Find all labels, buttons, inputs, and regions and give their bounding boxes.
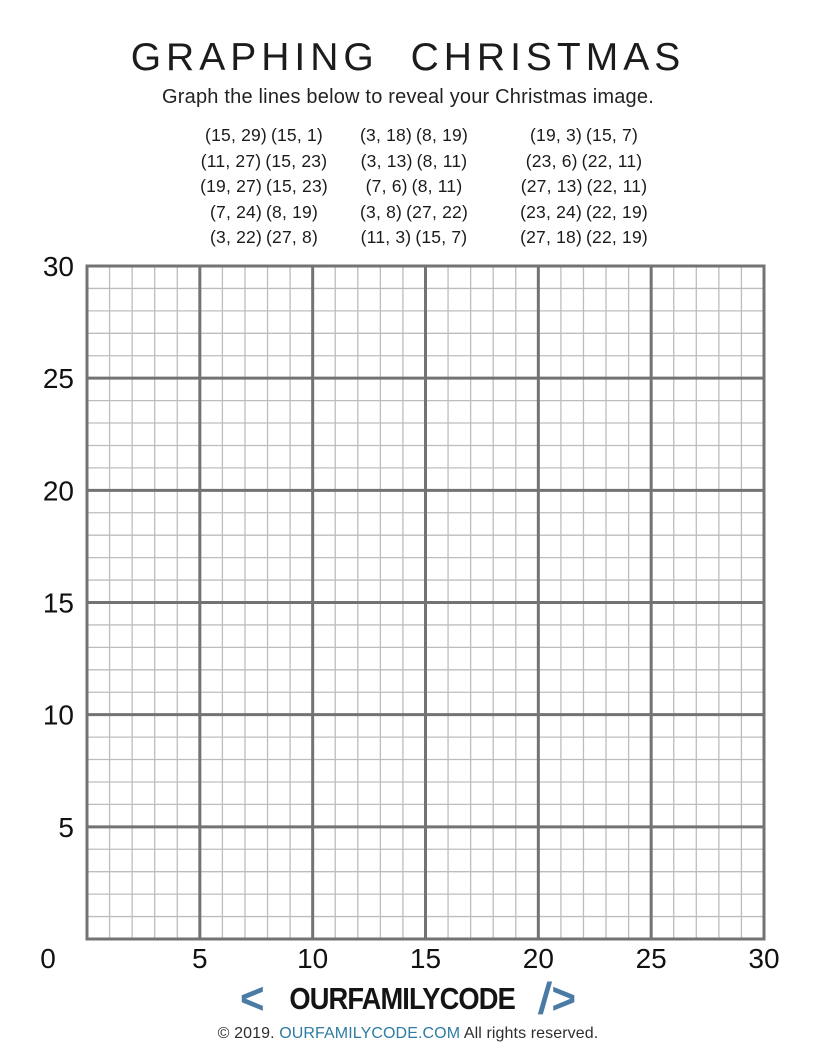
coordinate-pair: (15, 7) [586, 125, 638, 145]
x-axis-tick-label: 30 [748, 943, 780, 974]
coordinates-list [0, 123, 816, 257]
coordinate-row [348, 149, 480, 175]
coordinate-pair: (22, 11) [586, 176, 648, 197]
logo-slash-icon: / [536, 973, 554, 1024]
coordinate-pair: (3, 13) [360, 150, 413, 171]
coordinate-pair: (19, 3) [530, 125, 582, 145]
coordinate-column-1 [178, 123, 350, 251]
coordinate-row [348, 200, 480, 226]
coordinate-row [178, 123, 350, 149]
coordinate-pair: (8, 11) [411, 176, 463, 197]
coordinate-row [348, 174, 480, 200]
x-axis-tick-label: 15 [409, 943, 442, 974]
y-axis-tick-label: 5 [58, 811, 74, 843]
coordinate-pair: (3, 18) [360, 125, 412, 145]
coordinate-pair: (8, 19) [416, 125, 468, 145]
y-axis-tick-label: 10 [42, 699, 74, 731]
coordinate-row [178, 200, 350, 226]
y-axis-tick-label: 20 [42, 475, 74, 507]
y-axis-tick-label: 30 [42, 251, 74, 282]
coordinate-pair: (19, 27) [200, 176, 262, 197]
coordinate-pair: (3, 8) [360, 201, 403, 222]
x-axis-tick-label: 5 [192, 943, 208, 974]
coordinate-pair: (15, 7) [415, 227, 468, 248]
coordinate-pair: (15, 29) [205, 125, 267, 145]
coordinate-pair: (15, 23) [266, 176, 328, 197]
copyright-suffix: All rights reserved. [460, 1025, 599, 1042]
page-title: GRAPHING CHRISTMAS [130, 36, 686, 79]
coordinate-pair: (27, 22) [406, 201, 468, 222]
coordinate-pair: (22, 11) [581, 150, 643, 171]
copyright-link: OURFAMILYCODE.COM [279, 1025, 461, 1042]
coordinate-pair: (11, 27) [200, 150, 262, 171]
coordinate-pair: (15, 1) [270, 125, 323, 145]
coordinate-row [178, 225, 350, 251]
coordinate-pair: (22, 19) [586, 201, 648, 222]
coordinate-row [505, 174, 663, 200]
x-axis-tick-label: 20 [522, 943, 554, 974]
coordinate-row [348, 225, 480, 251]
logo-slash-bracket-group [536, 973, 576, 1024]
x-axis-tick-label: 10 [297, 943, 329, 974]
coordinate-row [505, 149, 663, 175]
coordinate-column-3 [505, 123, 663, 251]
coordinate-pair: (22, 19) [586, 227, 648, 248]
coordinate-row [178, 174, 350, 200]
coordinate-row [505, 200, 663, 226]
footer-logo [0, 973, 816, 1024]
coordinate-pair: (23, 24) [520, 201, 582, 222]
coordinate-pair: (7, 6) [365, 176, 408, 197]
coordinate-row [505, 123, 663, 149]
coordinate-pair: (27, 8) [266, 227, 318, 248]
coordinate-pair: (11, 3) [360, 227, 412, 248]
coordinate-row [505, 225, 663, 251]
coordinate-row [178, 149, 350, 175]
x-axis-tick-label: 25 [635, 943, 667, 974]
copyright-line [0, 1025, 816, 1043]
coordinate-pair: (15, 23) [265, 150, 328, 171]
coordinate-pair: (8, 11) [416, 150, 468, 171]
coordinate-column-2 [348, 123, 480, 251]
coordinate-pair: (3, 22) [210, 227, 262, 248]
y-axis-tick-label: 25 [42, 363, 74, 395]
coordinate-pair: (23, 6) [525, 150, 578, 171]
logo-left-bracket-icon: < [239, 973, 265, 1024]
coordinate-row [348, 123, 480, 149]
page-subtitle: Graph the lines below to reveal your Christmas image. [162, 86, 654, 108]
origin-tick-label: 0 [40, 943, 56, 974]
logo-text: OURFAMILYCODE [288, 981, 515, 1016]
coordinate-pair: (7, 24) [210, 201, 262, 222]
copyright-prefix: © 2019. [217, 1025, 280, 1042]
coordinate-pair: (8, 19) [266, 201, 318, 222]
coordinate-pair: (27, 18) [520, 227, 582, 248]
logo-right-bracket-icon: > [551, 973, 576, 1024]
y-axis-tick-label: 15 [42, 587, 74, 619]
coordinate-pair: (27, 13) [520, 176, 583, 197]
